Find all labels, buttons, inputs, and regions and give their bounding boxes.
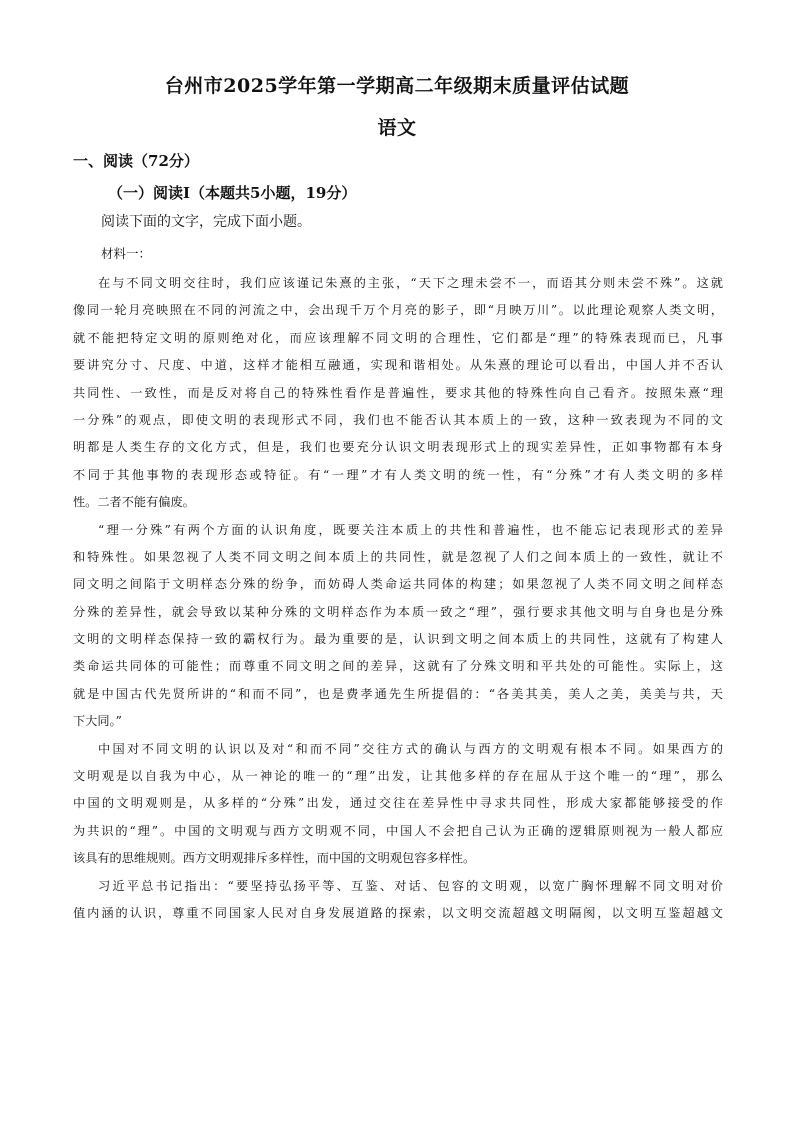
part-heading: （一）阅读Ⅰ（本题共5小题，19分） xyxy=(108,184,357,202)
paragraph-line: 和特殊性。如果忽视了人类不同文明之间本质上的共同性，就是忽视了人们之间本质上的一致性，就让不 xyxy=(73,549,723,564)
paragraph-line: 一分殊”的观点，即使文明的表现形式不同，我们也不能否认其本质上的一致，这种一致表现为不同的文 xyxy=(73,412,723,427)
passage-body xyxy=(73,270,723,927)
paragraph-line: 类命运共同体的可能性；而尊重不同文明之间的差异，这就有了分殊文明和平共处的可能性。实际上，这 xyxy=(73,659,723,674)
paragraph-line: 像同一轮月亮映照在不同的河流之中，会出现千万个月亮的影子，即“月映万川”。以此理论观察人类文明， xyxy=(73,303,723,318)
paragraph-line: “理一分殊”有两个方面的认识角度，既要关注本质上的共性和普遍性，也不能忘记表现形式的差异 xyxy=(98,522,723,537)
paragraph-line: 不同于其他事物的表现形态或特征。有“一理”才有人类文明的统一性，有“分殊”才有人类文明的多样 xyxy=(73,467,723,482)
paragraph-line: 文明观是以自我为中心，从一神论的唯一的“理”出发，让其他多样的存在屈从于这个唯一的“理”，那么 xyxy=(73,769,723,784)
paragraph-line: 性。二者不能有偏废。 xyxy=(73,495,195,510)
paragraph-line: 就不能把特定文明的原则绝对化，而应该理解不同文明的合理性，它们都是“理”的特殊表现而已，凡事 xyxy=(73,330,723,345)
paragraph-line: 在与不同文明交往时，我们应该谨记朱熹的主张，“天下之理未尝不一，而语其分则未尝不殊”。这就 xyxy=(98,276,723,290)
paragraph-line: 该具有的思维规则。西方文明观排斥多样性，而中国的文明观包容多样性。 xyxy=(73,851,476,866)
material-label: 材料一： xyxy=(101,246,152,261)
paragraph-line: 文明的文明样态保持一致的霸权行为。最为重要的是，认识到文明之间本质上的共同性，这就有了构建人 xyxy=(73,632,723,647)
paragraph-line: 值内涵的认识，尊重不同国家人民对自身发展道路的探索，以文明交流超越文明隔阂，以文明互鉴超越文 xyxy=(73,905,723,920)
paragraph-line: 习近平总书记指出：“要坚持弘扬平等、互鉴、对话、包容的文明观，以宽广胸怀理解不同文明对价 xyxy=(98,878,723,893)
section-heading: 一、阅读（72分） xyxy=(73,152,199,170)
paragraph-line: 要讲究分寸、尺度、中道，这样才能相互融通，实现和谐相处。从朱熹的理论可以看出，中国人并不否认 xyxy=(73,358,723,373)
paragraph-line: 分殊的差异性，就会导致以某种分殊的文明样态作为本质一致之“理”，强行要求其他文明与自身也是分殊 xyxy=(73,604,723,619)
paragraph-line: 就是中国古代先贤所讲的“和而不同”，也是费孝通先生所提倡的：“各美其美，美人之美，美美与共，天 xyxy=(73,686,723,701)
paragraph-line: 同文明之间陷于文明样态分殊的纷争，而妨碍人类命运共同体的构建；如果忽视了人类不同文明之间样态 xyxy=(73,577,723,592)
subject-title: 语文 xyxy=(377,117,417,139)
paragraph-line: 为共识的“理”。中国的文明观与西方文明观不同，中国人不会把自己认为正确的逻辑原则视为一般人都应 xyxy=(73,823,723,838)
exam-title: 台州市2025学年第一学期高二年级期末质量评估试题 xyxy=(164,75,630,97)
paragraph-line: 下大同。” xyxy=(73,714,122,729)
paragraph-line: 中国的文明观则是，从多样的“分殊”出发，通过交往在差异性中寻求共同性，形成大家都能够接受的作 xyxy=(73,796,723,811)
paragraph-line: 共同性、一致性，而是反对将自己的特殊性看作是普遍性，要求其他的特殊性向自己看齐。按照朱熹“理 xyxy=(73,385,723,400)
paragraph-line: 明都是人类生存的文化方式，但是，我们也要充分认识文明表现形式上的现实差异性，正如事物都有本身 xyxy=(73,440,723,455)
reading-instruction: 阅读下面的文字，完成下面小题。 xyxy=(101,214,311,230)
paragraph-line: 中国对不同文明的认识以及对“和而不同”交往方式的确认与西方的文明观有根本不同。如果西方的 xyxy=(98,741,723,756)
